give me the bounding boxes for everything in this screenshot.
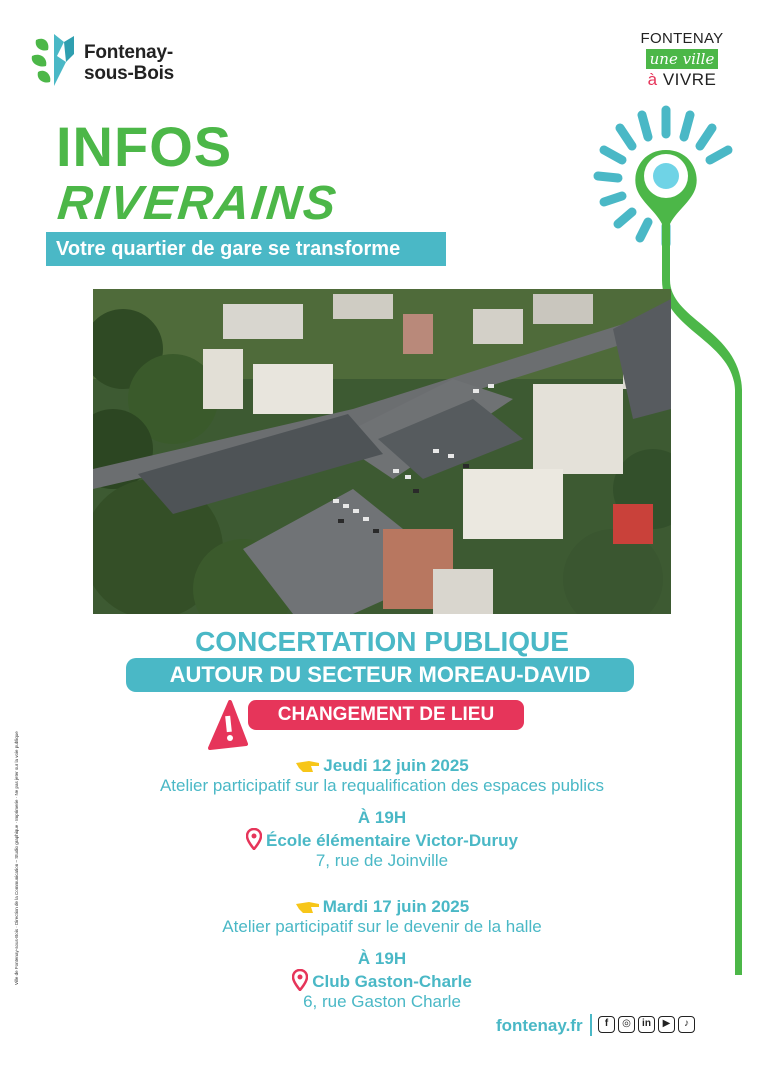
event-1 <box>0 756 764 796</box>
pointing-hand-icon <box>295 897 321 915</box>
brand-line1: FONTENAY <box>640 30 724 47</box>
event-1-date: Jeudi 12 juin 2025 <box>323 756 469 775</box>
location-pin-icon <box>292 969 308 991</box>
event-1-description: Atelier participatif sur la requalification des espaces publics <box>159 776 605 795</box>
city-name-line2: sous-Bois <box>84 63 175 84</box>
event-2-place: Club Gaston-Charle <box>312 972 472 991</box>
fontenay-logo-icon <box>30 32 78 88</box>
sector-banner: AUTOUR DU SECTEUR MOREAU-DAVID <box>126 658 634 692</box>
facebook-icon[interactable]: f <box>598 1016 615 1033</box>
concertation-heading: CONCERTATION PUBLIQUE <box>195 626 569 657</box>
aerial-station-photo <box>93 289 671 614</box>
brand-line3-accent: à <box>647 70 658 89</box>
subtitle-banner: Votre quartier de gare se transforme <box>46 232 446 266</box>
event-2-place-line <box>0 969 764 992</box>
city-name-line1: Fontenay- <box>84 42 173 63</box>
social-links <box>598 1016 695 1033</box>
tiktok-icon[interactable]: ♪ <box>678 1016 695 1033</box>
linkedin-icon[interactable]: in <box>638 1016 655 1033</box>
brand-line3 <box>632 70 732 90</box>
event-1-venue <box>0 808 764 871</box>
location-pin-icon <box>246 828 262 850</box>
event-2-date-line <box>0 897 764 917</box>
event-1-address: 7, rue de Joinville <box>315 851 449 870</box>
event-2-address: 6, rue Gaston Charle <box>303 992 461 1011</box>
city-name <box>84 42 174 84</box>
event-1-place: École élémentaire Victor-Duruy <box>266 831 518 850</box>
brand-slogan <box>632 30 732 90</box>
brand-line3-rest: VIVRE <box>657 70 717 89</box>
youtube-icon[interactable]: ▶ <box>658 1016 675 1033</box>
print-credit: Ville de Fontenay-sous-Bois · Direction de la Communication – Studio graphique · Imprimerie · Ne pas jeter sur la voie publique <box>14 731 19 985</box>
event-1-date-line <box>0 756 764 776</box>
location-change-badge: CHANGEMENT DE LIEU <box>248 700 524 730</box>
event-1-place-line <box>0 828 764 851</box>
warning-icon <box>208 700 248 750</box>
title-infos: INFOS <box>56 115 233 178</box>
event-1-time: À 19H <box>357 808 407 827</box>
brand-line2: une ville <box>646 49 719 69</box>
event-2-venue <box>0 949 764 1012</box>
event-2 <box>0 897 764 937</box>
event-2-date: Mardi 17 juin 2025 <box>322 897 470 916</box>
footer-divider <box>590 1014 592 1036</box>
event-2-time: À 19H <box>357 949 407 968</box>
instagram-icon[interactable]: ◎ <box>618 1016 635 1033</box>
website-link[interactable]: fontenay.fr <box>496 1016 583 1035</box>
event-2-description: Atelier participatif sur le devenir de la halle <box>222 917 542 936</box>
pointing-hand-icon <box>295 756 321 774</box>
title-riverains: RIVERAINS <box>55 177 341 230</box>
